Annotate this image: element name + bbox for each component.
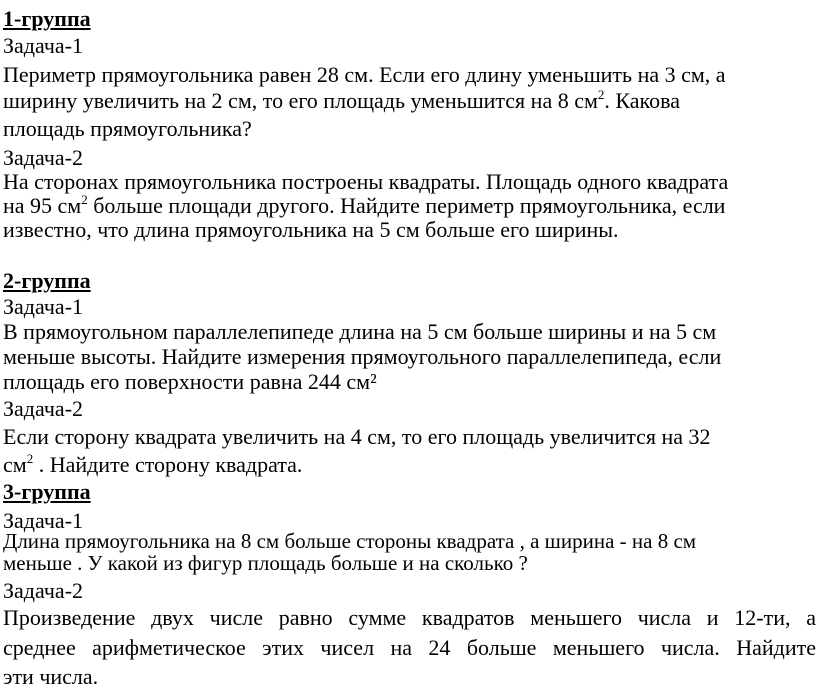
group-2-task-2-label: Задача-2 bbox=[3, 396, 84, 421]
group-3-task-2-label: Задача-2 bbox=[3, 578, 84, 603]
group-2-task-1-text-line: меньше высоты. Найдите измерения прямоугольного параллелепипеда, если bbox=[3, 344, 722, 369]
group-3-task-1-text-line: Длина прямоугольника на 8 см больше стороны квадрата , а ширина - на 8 см bbox=[3, 529, 697, 553]
group-1-title: 1-группа bbox=[3, 6, 91, 31]
group-1-task-1-text-line: Периметр прямоугольника равен 28 см. Если его длину уменьшить на 3 см, а bbox=[3, 62, 726, 87]
group-2-task-2-text-line bbox=[3, 452, 302, 477]
group-1-task-1-text-line: площадь прямоугольника? bbox=[3, 116, 252, 141]
group-3-task-1-label: Задача-1 bbox=[3, 508, 84, 533]
group-1-task-2-text-line: известно, что длина прямоугольника на 5 см больше его ширины. bbox=[3, 217, 619, 242]
group-3-task-2-text-line: Произведение двух числе равно сумме квадратов меньшего числа и 12-ти, а bbox=[3, 605, 816, 630]
text-fragment: . Какова bbox=[604, 88, 680, 113]
text-fragment: на 95 см bbox=[3, 193, 82, 218]
group-1-task-1-label: Задача-1 bbox=[3, 33, 84, 58]
group-1-task-2-text-line bbox=[3, 193, 725, 218]
group-1-task-2-label: Задача-2 bbox=[3, 145, 84, 170]
group-2-task-1-text-line: В прямоугольном параллелепипеде длина на 5 см больше ширины и на 5 см bbox=[3, 319, 717, 344]
group-2-task-2-text-line: Если сторону квадрата увеличить на 4 см, то его площадь увеличится на 32 bbox=[3, 424, 711, 449]
text-fragment: ширину увеличить на 2 см, то его площадь уменьшится на 8 см bbox=[3, 88, 598, 113]
text-fragment: см bbox=[3, 452, 27, 477]
superscript-two: 2 bbox=[81, 192, 88, 207]
group-3-task-2-text-line: среднее арифметическое этих чисел на 24 больше меньшего числа. Найдите bbox=[3, 635, 816, 660]
group-2-task-1-text-line: площадь его поверхности равна 244 см² bbox=[3, 369, 377, 394]
group-3-task-1-text-line: меньше . У какой из фигур площадь больше и на сколько ? bbox=[3, 551, 528, 575]
group-3-title: 3-группа bbox=[3, 479, 91, 504]
group-3-task-2-text-line: эти числа. bbox=[3, 664, 99, 689]
group-1-task-2-text-line: На сторонах прямоугольника построены квадраты. Площадь одного квадрата bbox=[3, 169, 729, 194]
superscript-two: 2 bbox=[26, 451, 34, 466]
group-1-task-1-text-line bbox=[3, 88, 680, 113]
text-fragment: . Найдите сторону квадрата. bbox=[33, 452, 303, 477]
superscript-two: 2 bbox=[597, 87, 605, 102]
group-2-task-1-label: Задача-1 bbox=[3, 294, 84, 319]
text-fragment: больше площади другого. Найдите периметр прямоугольника, если bbox=[87, 193, 726, 218]
group-2-title: 2-группа bbox=[3, 268, 91, 293]
